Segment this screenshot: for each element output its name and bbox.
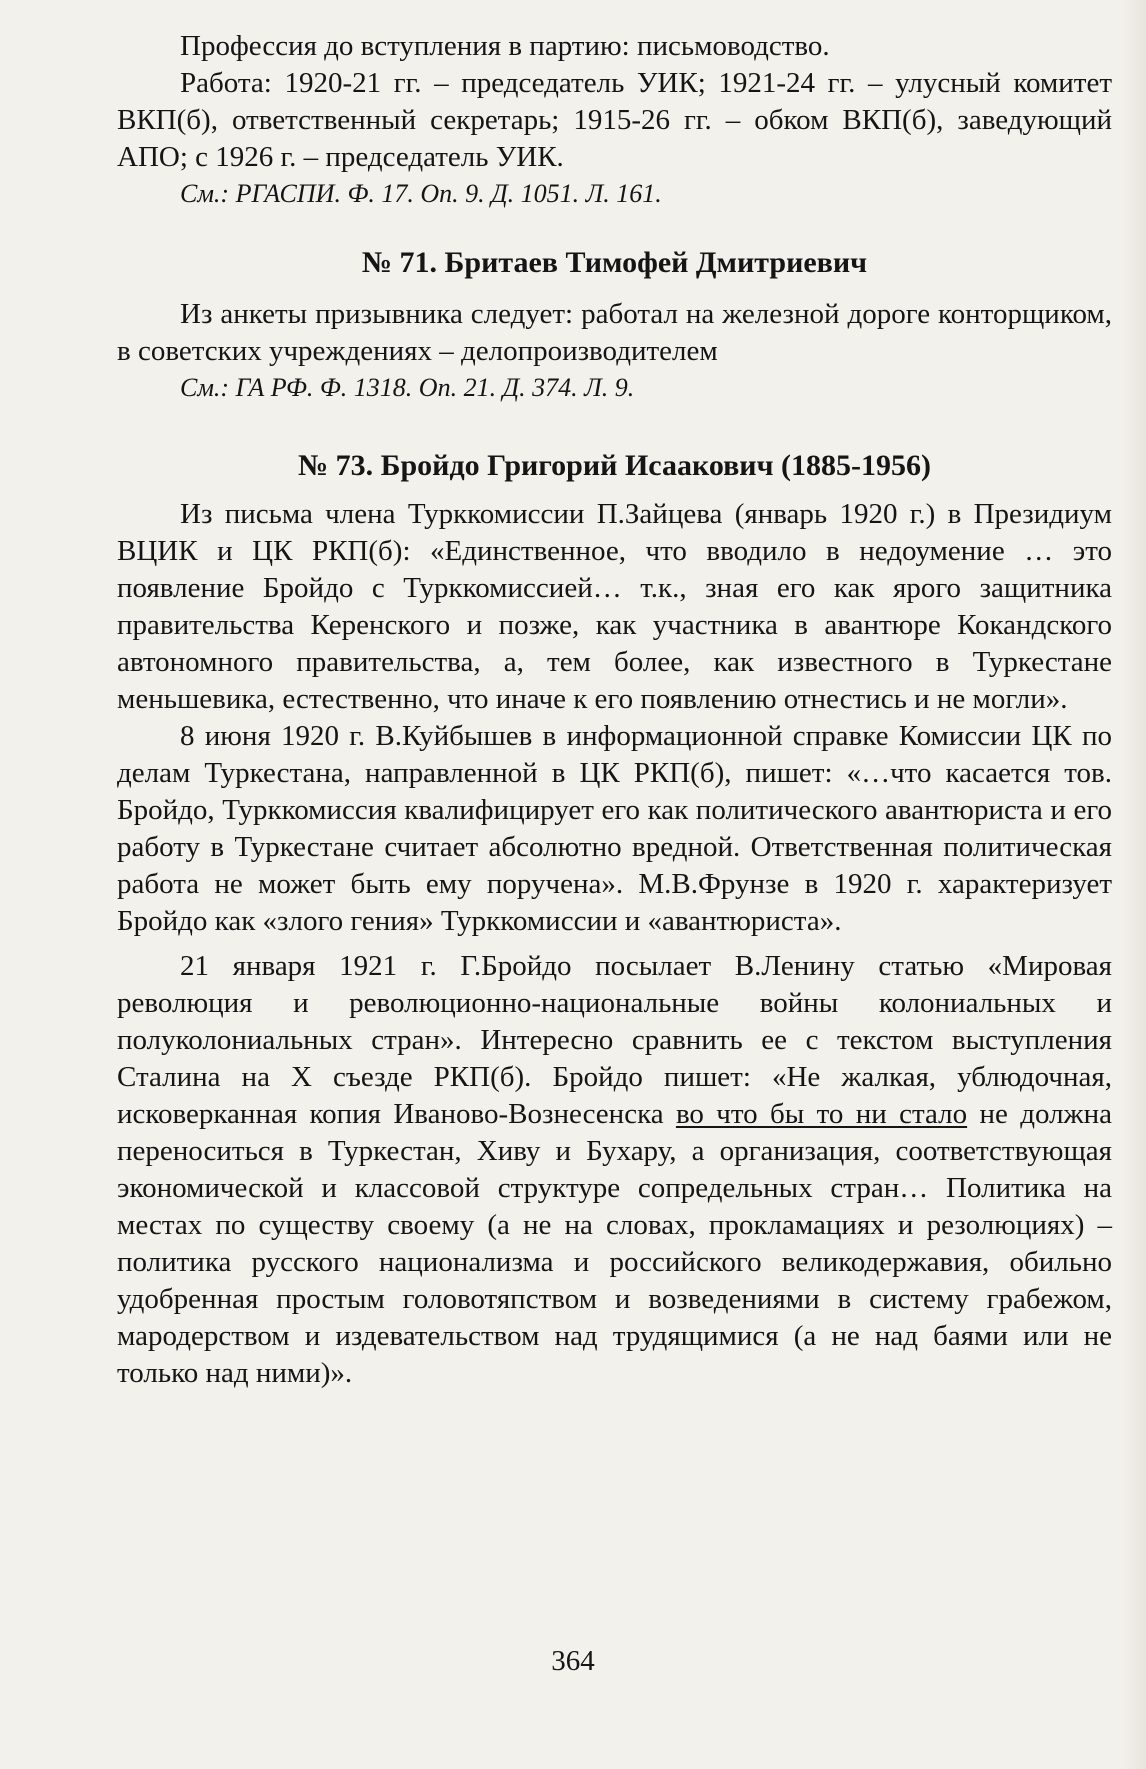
intro-profession: Профессия до вступления в партию: письмоводство. <box>180 30 830 62</box>
paragraph-3-after: не должна переноситься в Туркестан, Хиву и Бухару, а организация, соответствующая экономической и классовой структуре сопредельных стран… Политика на местах по существу своему (а не на словах, прокламациях и резолюциях) – политика русского национализма и российского великодержавия, обильно удобренная простым головотяпством и возведениями в систему грабежом, мародерством и издевательством над трудящимися (а не над баями или не только над ними)». <box>117 1098 1112 1389</box>
entry-71-text: Из анкеты призывника следует: работал на железной дороге конторщиком, в советских учреждениях – делопроизводителем <box>117 298 1112 367</box>
paragraph-spacer <box>117 940 1112 948</box>
paragraph-3-underlined-phrase: во что бы то ни стало <box>675 1098 968 1130</box>
entry-71-block <box>117 296 1112 404</box>
entry-73-block <box>117 496 1112 1392</box>
page-number: 364 <box>551 1645 595 1677</box>
entry-71-heading: № 71. Бритаев Тимофей Дмитриевич <box>361 246 868 279</box>
intro-work: Работа: 1920-21 гг. – председатель УИК; 1921-24 гг. – улусный комитет ВКП(б), ответственный секретарь; 1915-26 гг. – обком ВКП(б), заведующий АПО; с 1926 г. – председатель УИК. <box>117 67 1112 173</box>
scan-edge-shadow <box>1120 0 1146 1769</box>
paragraph-3-before: 21 января 1921 г. Г.Бройдо посылает В.Ленину статью «Мировая революция и революционно-национальные войны колониальных и полуколониальных стран». Интересно сравнить ее с текстом выступления Сталина на X съезде РКП(б). Бройдо пишет: «Не жалкая, ублюдочная, исковерканная копия Иваново-Вознесенска <box>117 950 1112 1130</box>
intro-source: См.: РГАСПИ. Ф. 17. Оп. 9. Д. 1051. Л. 161. <box>180 179 662 208</box>
entry-73-heading: № 73. Бройдо Григорий Исаакович (1885-1956) <box>298 449 931 482</box>
page-content <box>117 28 1112 1392</box>
entry-73-paragraph-3 <box>117 948 1112 1392</box>
intro-block <box>117 28 1112 210</box>
entry-73-paragraph-1: Из письма члена Турккомиссии П.Зайцева (январь 1920 г.) в Президиум ВЦИК и ЦК РКП(б): «Единственное, что вводило в недоумение … это появление Бройдо с Турккомиссией… т.к., зная его как ярого защитника правительства Керенского и позже, как участника в авантюре Кокандского автономного правительства, а, тем более, как известного в Туркестане меньшевика, естественно, что иначе к его появлению отнестись и не могли». <box>117 498 1112 715</box>
entry-73-paragraph-2: 8 июня 1920 г. В.Куйбышев в информационной справке Комиссии ЦК по делам Туркестана, направленной в ЦК РКП(б), пишет: «…что касается тов. Бройдо, Турккомиссия квалифицирует его как политического авантюриста и его работу в Туркестане считает абсолютно вредной. Ответственная политическая работа не может быть ему поручена». М.В.Фрунзе в 1920 г. характеризует Бройдо как «злого гения» Турккомиссии и «авантюриста». <box>117 720 1112 937</box>
entry-71-source: См.: ГА РФ. Ф. 1318. Оп. 21. Д. 374. Л. 9. <box>180 373 635 402</box>
